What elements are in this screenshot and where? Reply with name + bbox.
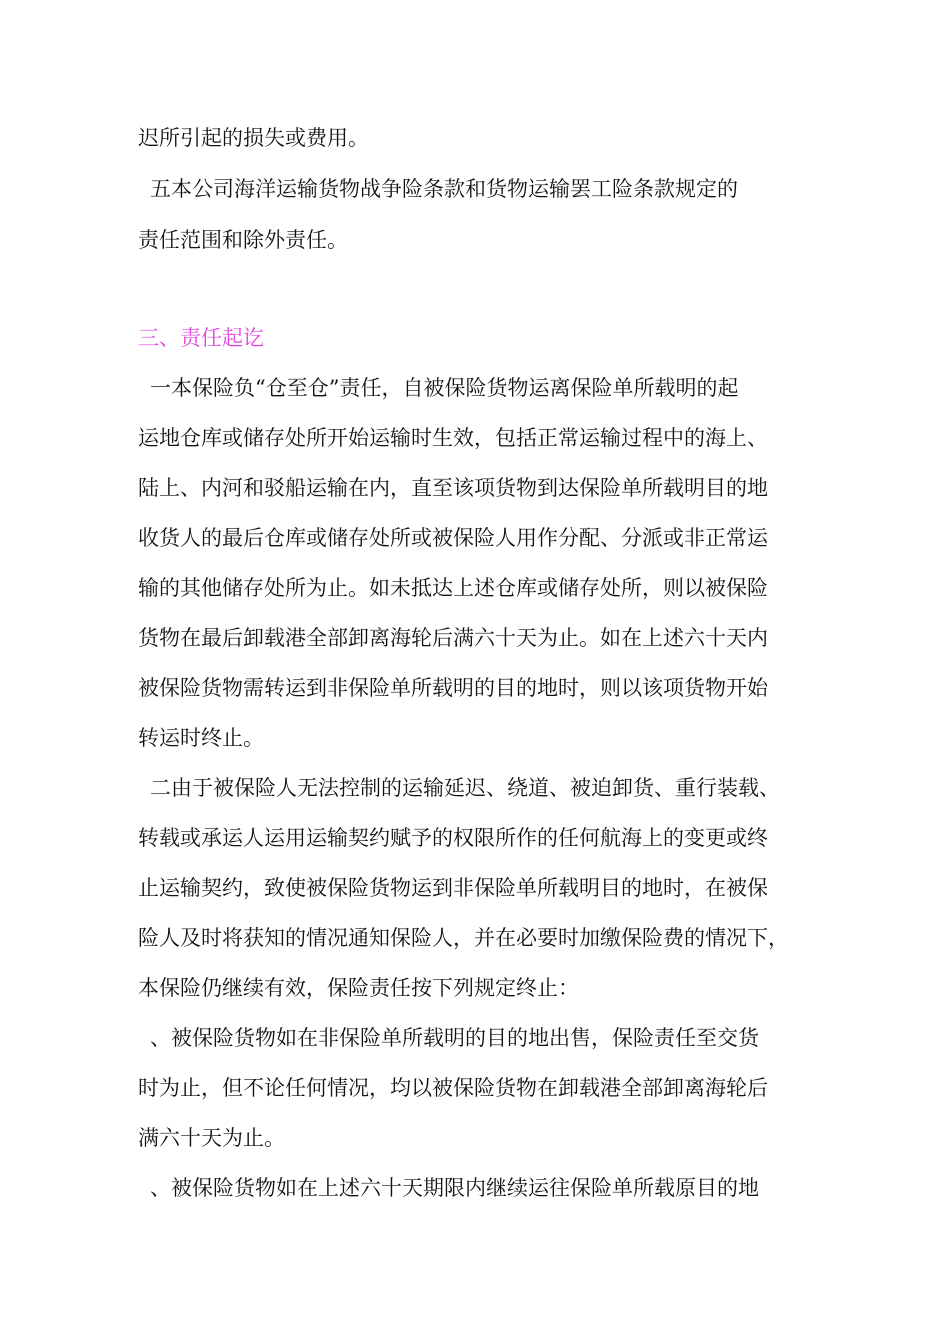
paragraph-line: 迟所引起的损失或费用。 bbox=[138, 126, 369, 150]
paragraph-line: 本保险仍继续有效，保险责任按下列规定终止： bbox=[138, 976, 579, 1000]
paragraph-line: 陆上、内河和驳船运输在内，直至该项货物到达保险单所载明目的地 bbox=[138, 476, 768, 500]
paragraph-line: 时为止，但不论任何情况，均以被保险货物在卸载港全部卸离海轮后 bbox=[138, 1076, 768, 1100]
paragraph-line: 运地仓库或储存处所开始运输时生效，包括正常运输过程中的海上、 bbox=[138, 426, 768, 450]
paragraph-line: 、被保险货物如在非保险单所载明的目的地出售，保险责任至交货 bbox=[150, 1026, 759, 1050]
paragraph-line: 收货人的最后仓库或储存处所或被保险人用作分配、分派或非正常运 bbox=[138, 526, 768, 550]
section-heading: 三、责任起讫 bbox=[138, 326, 264, 350]
paragraph-line: 输的其他储存处所为止。如未抵达上述仓库或储存处所，则以被保险 bbox=[138, 576, 768, 600]
paragraph-line: 止运输契约，致使被保险货物运到非保险单所载明目的地时，在被保 bbox=[138, 876, 768, 900]
paragraph-line: 转载或承运人运用运输契约赋予的权限所作的任何航海上的变更或终 bbox=[138, 826, 768, 850]
paragraph-line: 被保险货物需转运到非保险单所载明的目的地时，则以该项货物开始 bbox=[138, 676, 768, 700]
paragraph-line: 二由于被保险人无法控制的运输延迟、绕道、被迫卸货、重行装载、 bbox=[150, 776, 780, 800]
paragraph-line: 满六十天为止。 bbox=[138, 1126, 285, 1150]
paragraph-line: 责任范围和除外责任。 bbox=[138, 228, 348, 252]
paragraph-line: 、被保险货物如在上述六十天期限内继续运往保险单所载原目的地 bbox=[150, 1176, 759, 1200]
paragraph-line: 险人及时将获知的情况通知保险人，并在必要时加缴保险费的情况下， bbox=[138, 926, 789, 950]
paragraph-line: 货物在最后卸载港全部卸离海轮后满六十天为止。如在上述六十天内 bbox=[138, 626, 768, 650]
paragraph-line: 转运时终止。 bbox=[138, 726, 264, 750]
paragraph-line: 一本保险负“仓至仓”责任，自被保险货物运离保险单所载明的起 bbox=[150, 376, 739, 400]
paragraph-line: 五本公司海洋运输货物战争险条款和货物运输罢工险条款规定的 bbox=[150, 177, 738, 201]
